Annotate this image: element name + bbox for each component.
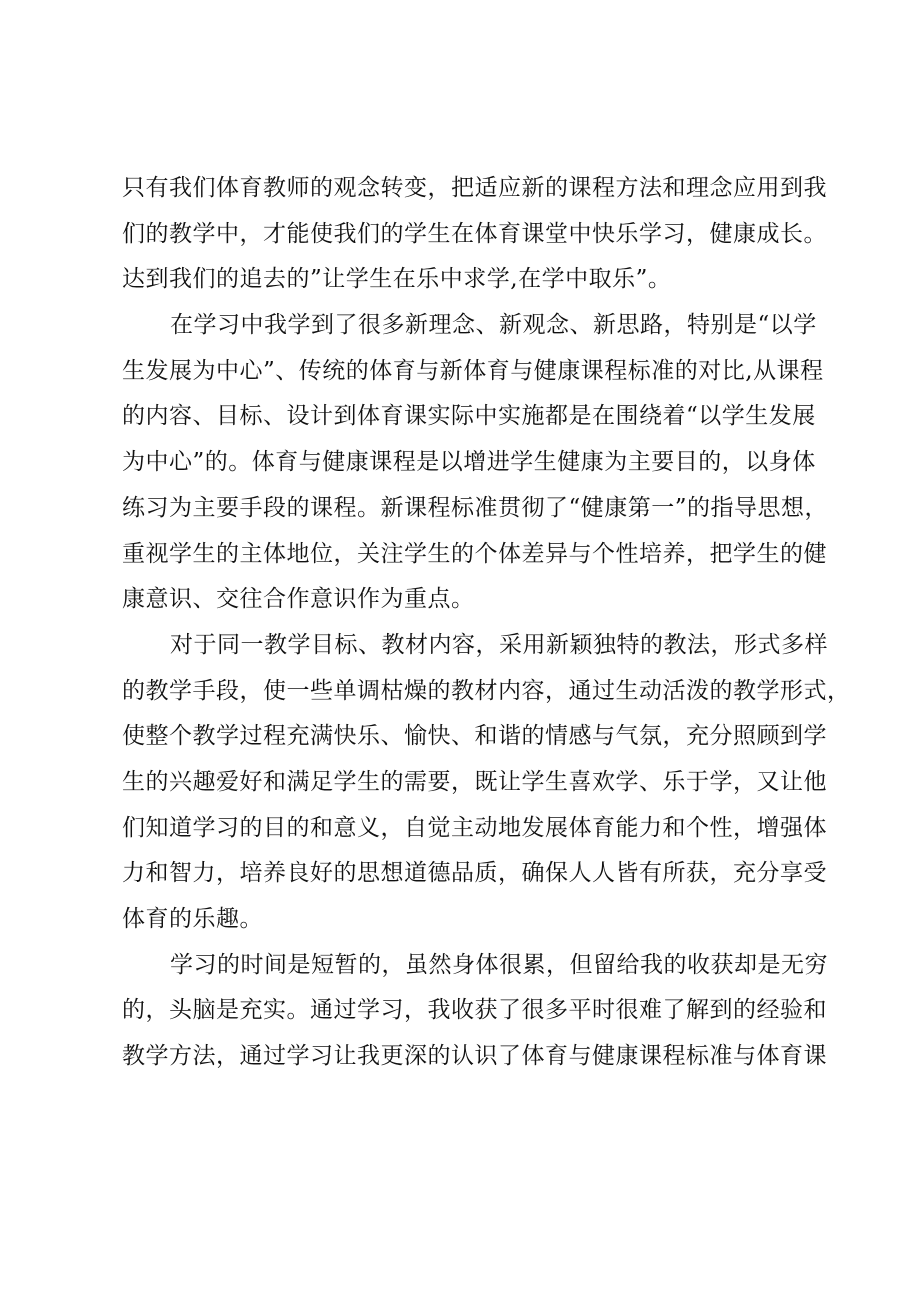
document-body: [122, 166, 851, 1080]
text-line: 使整个教学过程充满快乐、愉快、和谐的情感与气氛，充分照顾到学: [122, 723, 827, 750]
text-line: 教学方法，通过学习让我更深的认识了体育与健康课程标准与体育课: [122, 1043, 827, 1070]
text-line: 在学习中我学到了很多新理念、新观念、新思路，特别是“以学: [170, 312, 817, 339]
text-line: 为中心”的。体育与健康课程是以增进学生健康为主要目的，以身体: [122, 449, 816, 476]
text-line: 达到我们的追去的”让学生在乐中求学,在学中取乐”。: [122, 266, 672, 293]
text-line: 重视学生的主体地位，关注学生的个体差异与个性培养，把学生的健: [122, 540, 827, 567]
text-line: 们知道学习的目的和意义，自觉主动地发展体育能力和个性，增强体: [122, 814, 827, 841]
paragraph-3: [122, 623, 851, 943]
text-line: 对于同一教学目标、教材内容，采用新颖独特的教法，形式多样: [170, 631, 828, 658]
paragraph-1: [122, 166, 827, 303]
text-line: 们的教学中，才能使我们的学生在体育课堂中快乐学习，健康成长。: [122, 220, 827, 247]
text-line: 力和智力，培养良好的思想道德品质，确保人人皆有所获，充分享受: [122, 860, 827, 887]
text-line: 学习的时间是短暂的，虽然身体很累，但留给我的收获却是无穷: [170, 951, 828, 978]
text-line: 康意识、交往合作意识作为重点。: [122, 586, 475, 613]
text-line: 生发展为中心”、传统的体育与新体育与健康课程标准的对比,从课程: [122, 357, 824, 384]
paragraph-4: [122, 943, 828, 1080]
text-line: 的，头脑是充实。通过学习，我收获了很多平时很难了解到的经验和: [122, 997, 827, 1024]
paragraph-2: [122, 303, 829, 623]
text-line: 的内容、目标、设计到体育课实际中实施都是在围绕着“以学生发展: [122, 403, 816, 430]
text-line: 的教学手段，使一些单调枯燥的教材内容，通过生动活泼的教学形式，: [122, 677, 851, 704]
text-line: 只有我们体育教师的观念转变，把适应新的课程方法和理念应用到我: [122, 175, 827, 201]
text-line: 练习为主要手段的课程。新课程标准贯彻了“健康第一”的指导思想，: [122, 494, 829, 521]
text-line: 生的兴趣爱好和满足学生的需要，既让学生喜欢学、乐于学，又让他: [122, 768, 827, 795]
text-line: 体育的乐趣。: [122, 906, 263, 932]
